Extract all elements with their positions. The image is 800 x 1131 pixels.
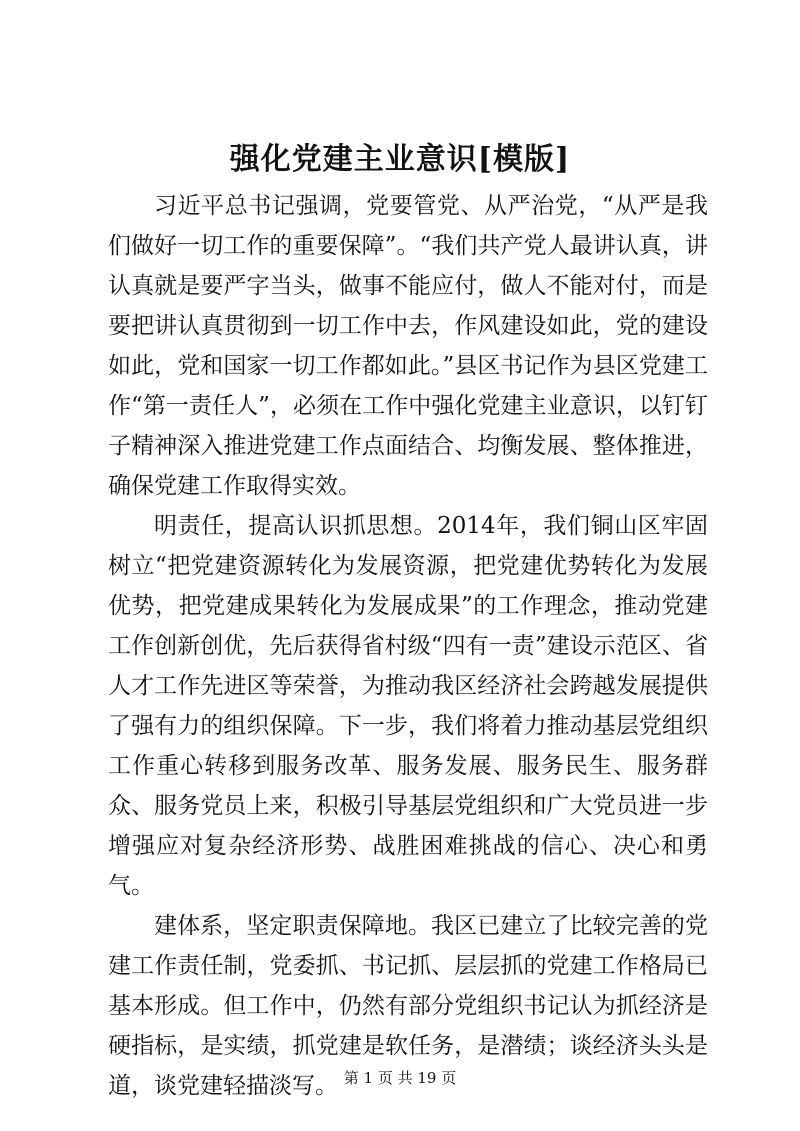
document-body (108, 186, 708, 1106)
document-title: 强化党建主业意识[模版] (229, 142, 571, 177)
paragraph-1: 习近平总书记强调，党要管党、从严治党，“从严是我们做好一切工作的重要保障”。“我们共产党人最讲认真，讲认真就是要严字当头，做事不能应付，做人不能对付，而是要把讲认真贯彻到一切工作中去，作风建设如此，党的建设如此，党和国家一切工作都如此。”县区书记作为县区党建工作“第一责任人”，必须在工作中强化党建主业意识，以钉钉子精神深入推进党建工作点面结合、均衡发展、整体推进，确保党建工作取得实效。 (108, 193, 708, 499)
paragraph-3: 建体系，坚定职责保障地。我区已建立了比较完善的党建工作责任制，党委抓、书记抓、层层抓的党建工作格局已基本形成。但工作中，仍然有部分党组织书记认为抓经济是硬指标，是实绩，抓党建是软任务，是潜绩；谈经济头头是道，谈党建轻描淡写。 (108, 913, 708, 1099)
page-footer: 第 1 页 共 19 页 (343, 1069, 457, 1087)
paragraph-2: 明责任，提高认识抓思想。2014年，我们铜山区牢固树立“把党建资源转化为发展资源，把党建优势转化为发展优势，把党建成果转化为发展成果”的工作理念，推动党建工作创新创优，先后获得省村级“四有一责”建设示范区、省人才工作先进区等荣誉，为推动我区经济社会跨越发展提供了强有力的组织保障。下一步，我们将着力推动基层党组织工作重心转移到服务改革、服务发展、服务民生、服务群众、服务党员上来，积极引导基层党组织和广大党员进一步增强应对复杂经济形势、战胜困难挑战的信心、决心和勇气。 (108, 513, 708, 899)
